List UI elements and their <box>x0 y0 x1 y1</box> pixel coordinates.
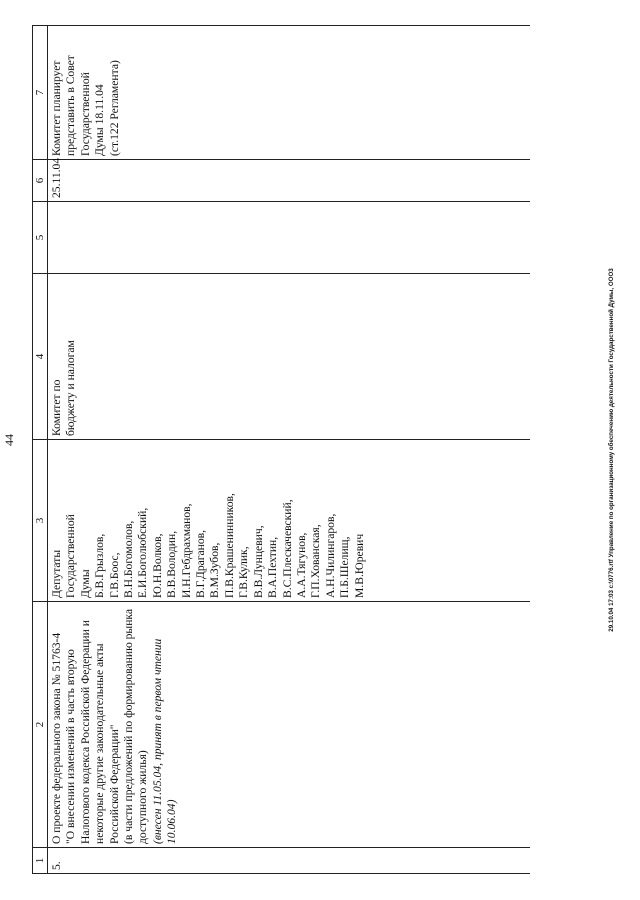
column-header-1: 1 <box>33 848 48 874</box>
initiators-cell <box>48 440 531 602</box>
initiator-line: В.С.Плескачевский, <box>280 499 294 598</box>
remark-line: (ст.122 Регламента) <box>107 60 121 156</box>
initiator-line: Депутаты <box>50 549 63 598</box>
planned-date: 25.11.04 <box>50 157 63 198</box>
bill-title-line: О проекте федерального закона № 51763-4 <box>50 632 63 844</box>
bill-title-cell <box>48 602 531 848</box>
column-header-6: 6 <box>33 160 48 202</box>
remark-line: Государственной <box>78 72 92 156</box>
initiator-line: В.В.Лунцевич, <box>251 525 265 598</box>
initiator-line: Г.П.Хованская, <box>309 524 323 598</box>
remark-cell <box>48 26 531 160</box>
initiator-line: П.В.Крашенинников, <box>222 493 236 598</box>
initiator-line: Е.И.Боголюбский, <box>136 507 150 598</box>
initiator-line: Б.В.Грызлов, <box>93 533 107 598</box>
initiator-line: Г.В.Боос, <box>107 552 121 598</box>
committee-cell <box>48 274 531 440</box>
page-number: 44 <box>2 434 16 446</box>
page-footer: 29.10.04 17:03 c:\0776.rtf Управление по организационному обеспечению деятельности Государственной Думы, ООО3 <box>608 268 615 632</box>
initiator-line: П.Б.Шелищ, <box>338 536 352 598</box>
bill-status-note: (внесен 11.05.04, принят в первом чтении <box>150 638 164 844</box>
bill-title-line: Российской Федерации" <box>107 724 121 844</box>
initiator-line: А.А.Тягунов, <box>294 532 308 598</box>
initiator-line: А.Н.Чилингаров, <box>323 513 337 598</box>
initiator-line: Государственной <box>64 514 78 598</box>
column-header-4: 4 <box>33 274 48 440</box>
bill-title-line: (в части предложений по формированию рынка <box>122 608 136 844</box>
table-row <box>48 26 531 874</box>
column-header-5: 5 <box>33 202 48 274</box>
bill-title-line: доступного жилья) <box>136 750 150 844</box>
initiator-line: Думы <box>78 569 92 598</box>
row-number-cell <box>48 848 531 874</box>
date-cell <box>48 157 531 202</box>
column-header-7: 7 <box>33 26 48 160</box>
remark-line: представить в Совет <box>64 55 78 156</box>
bill-title-line: Налогового кодекса Российской Федерации и <box>78 620 92 844</box>
initiator-line: Ю.Н.Волков, <box>150 533 164 598</box>
initiator-line: В.Н.Богомолов, <box>122 520 136 598</box>
initiator-line: В.М.Зубов, <box>208 542 222 598</box>
initiator-line: В.А.Пехтин, <box>266 536 280 598</box>
remark-line: Думы 18.11.04 <box>93 84 107 156</box>
remark-line: Комитет планирует <box>50 60 63 156</box>
committee-line: бюджету и налогам <box>64 340 78 436</box>
initiator-line: М.В.Юревич <box>352 533 366 598</box>
initiator-line: В.В.Володин, <box>165 530 179 598</box>
column-header-2: 2 <box>33 602 48 848</box>
bill-title-line: некоторые другие законодательные акты <box>93 643 107 844</box>
column-5-cell <box>48 202 531 274</box>
row-number: 5. <box>50 861 63 870</box>
bills-table <box>32 25 530 874</box>
initiator-line: И.Н.Гебдрахманов, <box>179 503 193 598</box>
bill-title-line: "О внесении изменений в часть вторую <box>64 649 78 844</box>
column-header-3: 3 <box>33 440 48 602</box>
initiator-line: В.Г.Драганов, <box>194 529 208 598</box>
committee-line: Комитет по <box>50 379 63 436</box>
initiator-line: Г.В.Кулик, <box>237 546 251 598</box>
bill-status-note: 10.06.04) <box>165 799 179 844</box>
table-header-row <box>33 26 48 874</box>
